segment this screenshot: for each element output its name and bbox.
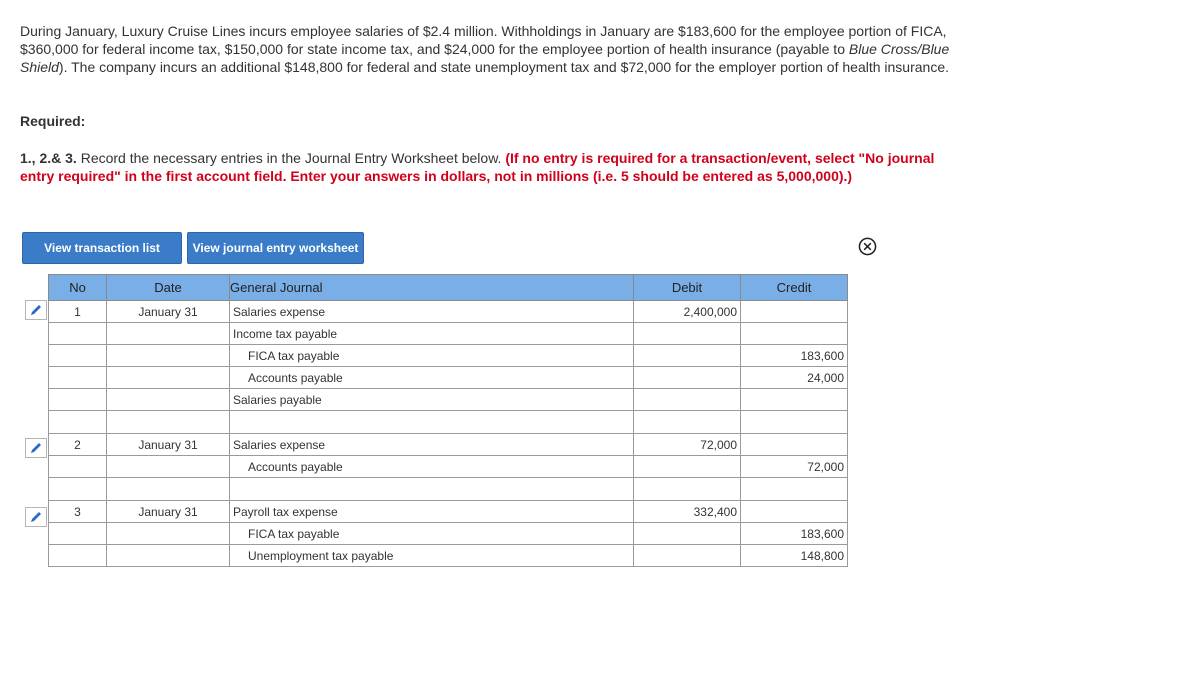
cell-debit bbox=[634, 545, 741, 567]
cell-credit bbox=[741, 301, 848, 323]
cell-account: FICA tax payable bbox=[230, 345, 634, 367]
cell-date: January 31 bbox=[107, 501, 230, 523]
cell-no: 3 bbox=[49, 501, 107, 523]
table-row bbox=[49, 389, 848, 411]
cell-account: Salaries payable bbox=[230, 389, 634, 411]
cell-debit: 332,400 bbox=[634, 501, 741, 523]
cell-credit bbox=[741, 389, 848, 411]
cell-credit: 148,800 bbox=[741, 545, 848, 567]
view-transaction-list-button[interactable]: View transaction list bbox=[22, 232, 182, 264]
table-row bbox=[49, 411, 848, 434]
instructions bbox=[20, 149, 955, 185]
view-journal-entry-worksheet-button[interactable]: View journal entry worksheet bbox=[187, 232, 364, 264]
close-circle-icon[interactable] bbox=[858, 237, 877, 256]
cell-debit bbox=[634, 523, 741, 545]
cell-account: Accounts payable bbox=[230, 367, 634, 389]
cell-no bbox=[49, 523, 107, 545]
cell-account: Payroll tax expense bbox=[230, 501, 634, 523]
cell-date bbox=[107, 345, 230, 367]
table-row bbox=[49, 345, 848, 367]
table-row bbox=[49, 434, 848, 456]
cell-date bbox=[107, 411, 230, 434]
header-general-journal: General Journal bbox=[230, 275, 634, 301]
header-no: No bbox=[49, 275, 107, 301]
cell-account bbox=[230, 478, 634, 501]
table-row bbox=[49, 545, 848, 567]
cell-account: Salaries expense bbox=[230, 301, 634, 323]
insurer-name: Blue Cross/Blue Shield bbox=[20, 41, 950, 75]
cell-date bbox=[107, 478, 230, 501]
cell-credit bbox=[741, 501, 848, 523]
cell-date bbox=[107, 323, 230, 345]
instructions-note: (If no entry is required for a transaction/event, select "No journal entry required" in the first account field. Enter your answers in dollars, not in millions (i.e. 5 should be entered as 5,000,000).) bbox=[20, 150, 935, 184]
cell-account: Income tax payable bbox=[230, 323, 634, 345]
cell-account: Unemployment tax payable bbox=[230, 545, 634, 567]
table-row bbox=[49, 501, 848, 523]
cell-date: January 31 bbox=[107, 301, 230, 323]
cell-credit: 183,600 bbox=[741, 345, 848, 367]
journal-body bbox=[49, 301, 848, 567]
cell-credit: 24,000 bbox=[741, 367, 848, 389]
pencil-icon bbox=[29, 303, 43, 317]
problem-text-after: ). The company incurs an additional $148,800 for federal and state unemployment tax and $72,000 for the employer portion of health insurance. bbox=[58, 59, 950, 75]
problem-text-before: During January, Luxury Cruise Lines incurs employee salaries of $2.4 million. Withholdings in January are $183,600 for the employee portion of FICA, $360,000 for federal income tax, $150,000 for state income tax, and $24,000 for the employee portion of health insurance (payable to bbox=[20, 23, 947, 57]
cell-date: January 31 bbox=[107, 434, 230, 456]
header-credit: Credit bbox=[741, 275, 848, 301]
cell-no bbox=[49, 411, 107, 434]
header-date: Date bbox=[107, 275, 230, 301]
cell-date bbox=[107, 545, 230, 567]
cell-debit bbox=[634, 389, 741, 411]
cell-credit bbox=[741, 478, 848, 501]
edit-entry-2-button[interactable] bbox=[25, 438, 47, 458]
table-row bbox=[49, 523, 848, 545]
cell-debit bbox=[634, 345, 741, 367]
cell-no bbox=[49, 478, 107, 501]
header-debit: Debit bbox=[634, 275, 741, 301]
instructions-number: 1., 2.& 3. bbox=[20, 150, 77, 166]
general-journal-table bbox=[48, 274, 848, 567]
cell-debit bbox=[634, 411, 741, 434]
pencil-icon bbox=[29, 441, 43, 455]
cell-debit bbox=[634, 367, 741, 389]
problem-statement bbox=[20, 22, 960, 76]
cell-no bbox=[49, 545, 107, 567]
table-row bbox=[49, 367, 848, 389]
cell-credit: 183,600 bbox=[741, 523, 848, 545]
cell-no bbox=[49, 367, 107, 389]
cell-account bbox=[230, 411, 634, 434]
cell-credit bbox=[741, 411, 848, 434]
table-row bbox=[49, 323, 848, 345]
cell-debit bbox=[634, 323, 741, 345]
required-heading: Required: bbox=[20, 113, 86, 129]
edit-entry-1-button[interactable] bbox=[25, 300, 47, 320]
table-row bbox=[49, 301, 848, 323]
cell-no bbox=[49, 456, 107, 478]
cell-date bbox=[107, 389, 230, 411]
cell-account: Accounts payable bbox=[230, 456, 634, 478]
cell-no bbox=[49, 323, 107, 345]
cell-date bbox=[107, 367, 230, 389]
cell-no bbox=[49, 345, 107, 367]
edit-entry-3-button[interactable] bbox=[25, 507, 47, 527]
cell-debit: 72,000 bbox=[634, 434, 741, 456]
cell-no bbox=[49, 389, 107, 411]
cell-debit bbox=[634, 456, 741, 478]
table-header-row bbox=[49, 275, 848, 301]
cell-account: FICA tax payable bbox=[230, 523, 634, 545]
cell-no: 1 bbox=[49, 301, 107, 323]
cell-credit bbox=[741, 323, 848, 345]
instructions-text: Record the necessary entries in the Journal Entry Worksheet below. bbox=[76, 150, 506, 166]
cell-credit: 72,000 bbox=[741, 456, 848, 478]
cell-credit bbox=[741, 434, 848, 456]
cell-no: 2 bbox=[49, 434, 107, 456]
cell-date bbox=[107, 456, 230, 478]
cell-date bbox=[107, 523, 230, 545]
table-row bbox=[49, 456, 848, 478]
cell-debit bbox=[634, 478, 741, 501]
cell-debit: 2,400,000 bbox=[634, 301, 741, 323]
pencil-icon bbox=[29, 510, 43, 524]
table-row bbox=[49, 478, 848, 501]
cell-account: Salaries expense bbox=[230, 434, 634, 456]
